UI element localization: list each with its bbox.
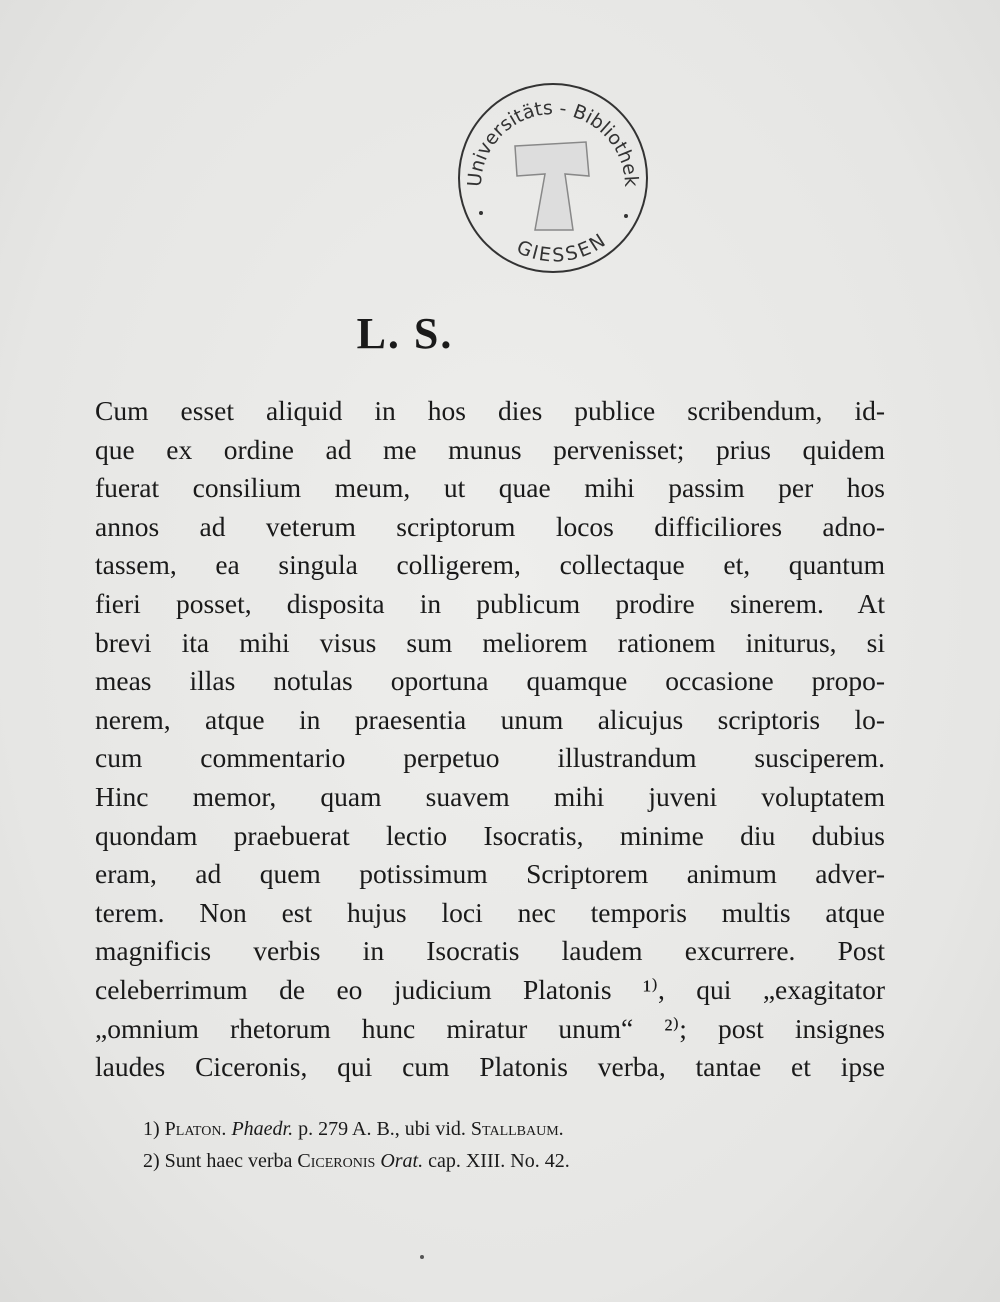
text-line: nerem, atque in praesentia unum alicujus scriptoris lo- bbox=[95, 703, 885, 735]
text-line: fieri posset, disposita in publicum prodire sinerem. At bbox=[95, 587, 885, 619]
footnote-1 bbox=[143, 1118, 564, 1141]
text-line: terem. Non est hujus loci nec temporis multis atque bbox=[95, 896, 885, 928]
text-line: laudes Ciceronis, qui cum Platonis verba, tantae et ipse bbox=[95, 1051, 885, 1083]
text-line: fuerat consilium meum, ut quae mihi passim per hos bbox=[95, 472, 885, 504]
body-text bbox=[95, 392, 885, 1087]
page-heading: L. S. bbox=[356, 309, 454, 358]
text-line: Cum esset aliquid in hos dies publice scribendum, id- bbox=[95, 395, 885, 426]
text-line: brevi ita mihi visus sum meliorem rationem initurus, si bbox=[95, 626, 885, 658]
text-line: magnificis verbis in Isocratis laudem excurrere. Post bbox=[95, 935, 885, 967]
text-line: quondam praebuerat lectio Isocratis, minime diu dubius bbox=[95, 819, 885, 851]
footnote-number: 2) bbox=[143, 1150, 160, 1172]
text-line: que ex ordine ad me munus pervenisset; prius quidem bbox=[95, 433, 885, 465]
footnote-work: Orat. bbox=[380, 1150, 424, 1172]
footnote-author: Platon. bbox=[164, 1118, 227, 1140]
stamp-bottom-text: GIESSEN bbox=[513, 229, 610, 267]
footnote-number: 1) bbox=[143, 1118, 160, 1140]
ink-speck bbox=[420, 1255, 424, 1259]
footnote-ref: cap. XIII. No. 42. bbox=[428, 1150, 570, 1172]
text-line: meas illas notulas oportuna quamque occasione propo- bbox=[95, 665, 885, 697]
footnote-ref: p. 279 A. B., ubi vid. bbox=[298, 1118, 466, 1140]
text-line: celeberrimum de eo judicium Platonis ¹⁾, qui „exagitator bbox=[95, 973, 885, 1005]
footnote-text: Sunt haec verba bbox=[164, 1150, 293, 1172]
footnote-author: Ciceronis bbox=[297, 1150, 376, 1172]
text-line: cum commentario perpetuo illustrandum susciperem. bbox=[95, 742, 885, 774]
footnote-work: Phaedr. bbox=[231, 1118, 294, 1140]
text-line: annos ad veterum scriptorum locos difficiliores adno- bbox=[95, 510, 885, 542]
text-line: tassem, ea singula colligerem, collectaque et, quantum bbox=[95, 549, 885, 581]
text-line: eram, ad quem potissimum Scriptorem animum adver- bbox=[95, 858, 885, 890]
footnote-2 bbox=[143, 1150, 570, 1173]
footnote-editor: Stallbaum. bbox=[470, 1118, 564, 1140]
library-stamp bbox=[453, 78, 653, 278]
text-line: Hinc memor, quam suavem mihi juveni voluptatem bbox=[95, 780, 885, 812]
stamp-top-text: Universitäts - Bibliothek bbox=[463, 97, 643, 188]
text-line: „omnium rhetorum hunc miratur unum“ ²⁾; post insignes bbox=[95, 1012, 885, 1044]
